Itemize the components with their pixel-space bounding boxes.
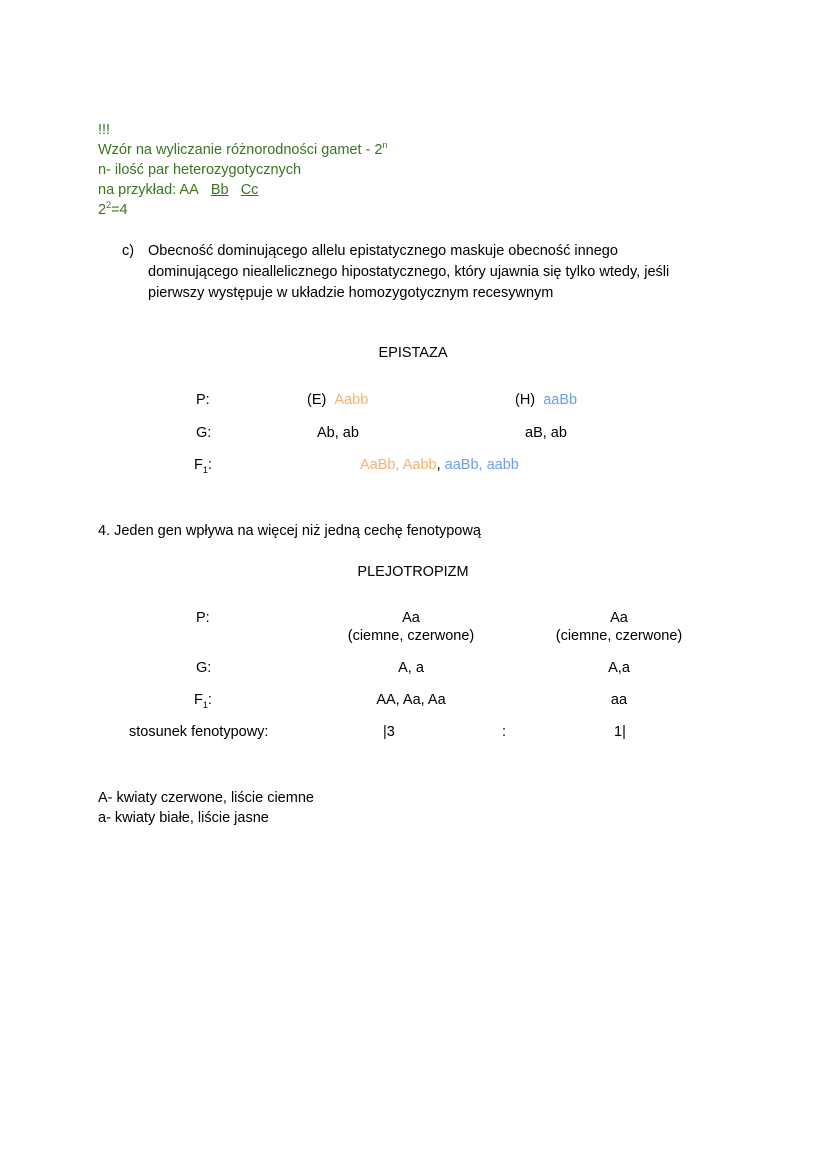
plej-gametes-1: A, a [398, 660, 424, 676]
calc-result: =4 [111, 202, 128, 218]
calc-exponent: 2 [106, 200, 112, 211]
f-subscript: 1 [202, 464, 208, 475]
point-c-line-1: Obecność dominującego allelu epistatycznego maskuje obecność innego [148, 243, 618, 259]
epistaza-title: EPISTAZA [378, 345, 448, 361]
plejotropizm-title: PLEJOTROPIZM [357, 564, 469, 580]
f-colon: : [207, 692, 212, 708]
plej-f1-recessive: aa [610, 692, 628, 708]
ratio-right: 1| [614, 724, 626, 740]
example-cc: Cc [240, 182, 259, 198]
plej-g-label: G: [196, 660, 212, 676]
f-label: F [194, 692, 203, 708]
f-label: F [194, 457, 203, 473]
exclaim-note: !!! [98, 122, 111, 138]
f-subscript: 1 [202, 699, 208, 710]
point-c-marker: c) [122, 243, 135, 259]
example-line [98, 181, 258, 199]
plej-f1-dominant: AA, Aa, Aa [376, 692, 446, 708]
epistaza-f1-offspring [360, 456, 519, 474]
epistaza-parent-2 [515, 391, 577, 409]
formula-line [98, 141, 388, 159]
legend-recessive: a- kwiaty białe, liście jasne [98, 810, 269, 826]
formula-exponent: n [382, 140, 388, 151]
n-definition: n- ilość par heterozygotycznych [98, 162, 302, 178]
parent-2-genotype: aaBb [543, 392, 578, 408]
ratio-left: |3 [383, 724, 395, 740]
plej-parent-1: Aa [402, 610, 420, 626]
plej-f1-label [194, 691, 212, 709]
offspring-blue: aaBb, aabb [444, 457, 519, 473]
legend-dominant: A- kwiaty czerwone, liście ciemne [98, 790, 314, 806]
example-label: na przykład: AA [98, 182, 199, 198]
f-colon: : [207, 457, 212, 473]
epistaza-gametes-1: Ab, ab [317, 425, 359, 441]
example-bb: Bb [210, 182, 229, 198]
ratio-colon: : [502, 724, 507, 740]
formula-text: Wzór na wyliczanie różnorodności gamet - 2 [98, 142, 383, 158]
point-c-line-2: dominującego nieallelicznego hipostatycznego, który ujawnia się tylko wtedy, jeśli [148, 264, 670, 280]
parent-1-prefix: (E) [307, 392, 327, 408]
calc-base: 2 [98, 202, 107, 218]
ratio-label: stosunek fenotypowy: [129, 724, 269, 740]
parent-2-prefix: (H) [515, 392, 536, 408]
epistaza-p-label: P: [196, 392, 210, 408]
calc-line [98, 201, 128, 219]
plej-parent-2: Aa [610, 610, 628, 626]
epistaza-g-label: G: [196, 425, 212, 441]
offspring-orange: AaBb, Aabb [360, 457, 437, 473]
offspring-separator: , [436, 457, 441, 473]
plej-p-label: P: [196, 610, 210, 626]
point-c-line-3: pierwszy występuje w układzie homozygotycznym recesywnym [148, 285, 554, 301]
epistaza-gametes-2: aB, ab [525, 425, 567, 441]
point-4-text: 4. Jeden gen wpływa na więcej niż jedną cechę fenotypową [98, 523, 481, 539]
plej-parent-2-desc: (ciemne, czerwone) [555, 628, 683, 644]
epistaza-parent-1 [307, 391, 368, 409]
plej-gametes-2: A,a [608, 660, 630, 676]
epistaza-f1-label [194, 456, 212, 474]
plej-parent-1-desc: (ciemne, czerwone) [347, 628, 475, 644]
parent-1-genotype: Aabb [334, 392, 369, 408]
